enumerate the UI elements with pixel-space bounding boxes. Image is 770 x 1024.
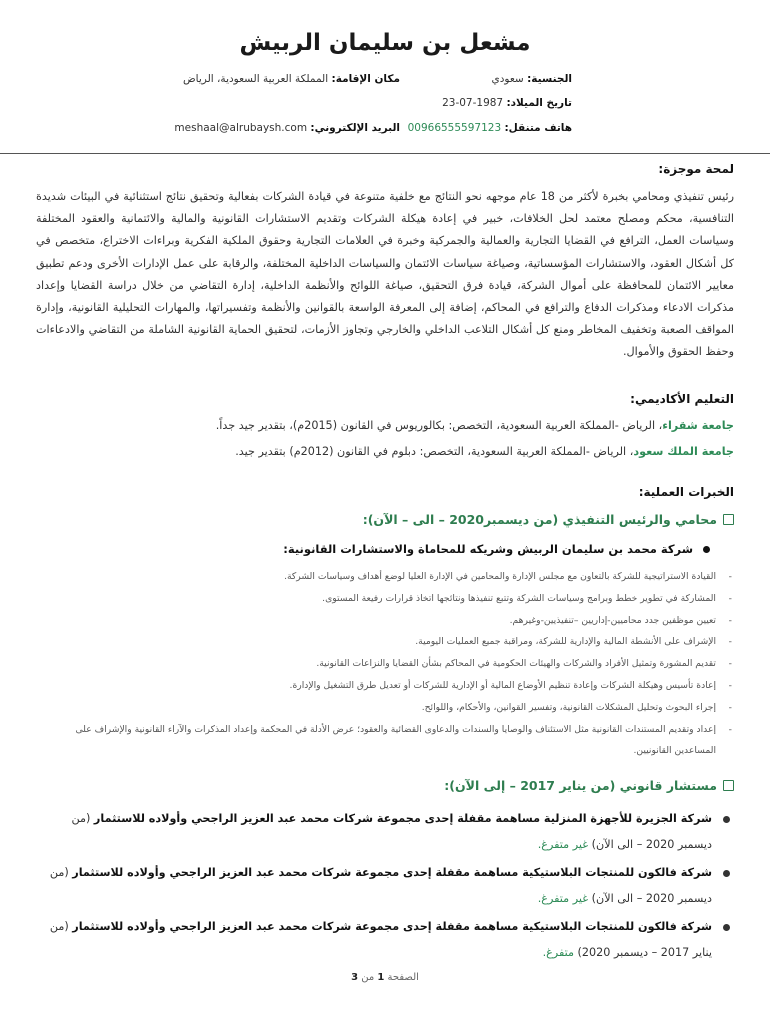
consulting-status: متفرغ. <box>542 946 574 959</box>
consulting-period: (من ديسمبر 2020 – الى الآن) <box>49 866 712 905</box>
consulting-company: شركة فالكون للمنتجات البلاستيكية مساهمة مقفلة إحدى مجموعة شركات محمد عبد العزيز الراجحي وأولاده للاستثمار <box>72 866 712 879</box>
consulting-period: (من ديسمبر 2020 – الى الآن) <box>71 812 712 851</box>
email-row <box>174 122 400 134</box>
education-institution: جامعة الملك سعود <box>633 445 734 458</box>
job-title-text: مستشار قانوني (من يناير 2017 – إلى الآن): <box>444 778 717 793</box>
task-item: - تقديم المشورة وتمثيل الأفراد والشركات والهيئات الحكومية في المحاكم بشأن القضايا والنزاعات القانونية. <box>32 653 732 675</box>
bullet-icon <box>723 870 730 877</box>
company-heading <box>283 542 710 556</box>
of-word: من <box>361 972 375 983</box>
consulting-company: شركة فالكون للمنتجات البلاستيكية مساهمة مقفلة إحدى مجموعة شركات محمد عبد العزيز الراجحي وأولاده للاستثمار <box>72 920 712 933</box>
header-divider <box>0 153 770 154</box>
residence-row <box>183 73 400 85</box>
checkbox-icon <box>723 514 734 525</box>
person-name: مشعل بن سليمان الربيش <box>239 30 531 56</box>
birth-label: تاريخ الميلاد: <box>506 97 572 109</box>
consulting-company: شركة الجزيرة للأجهزة المنزلية مساهمة مقفلة إحدى مجموعة شركات محمد عبد العزيز الراجحي وأولاده للاستثمار <box>93 812 712 825</box>
education-title: التعليم الأكاديمي: <box>630 392 734 406</box>
task-list <box>32 566 732 762</box>
task-item: - إجراء البحوث وتحليل المشكلات القانونية، وتفسير القوانين، والأحكام، واللوائح. <box>32 697 732 719</box>
page-current: 1 <box>377 972 385 983</box>
bullet-icon <box>723 816 730 823</box>
company-name: شركة محمد بن سليمان الربيش وشريكه للمحاماة والاستشارات القانونية: <box>283 542 693 556</box>
phone-value[interactable]: 00966555597123 <box>407 122 502 134</box>
consulting-status: غير متفرغ. <box>537 838 589 851</box>
residence-value: المملكة العربية السعودية، الرياض <box>182 73 329 85</box>
bullet-icon <box>703 546 710 553</box>
education-item <box>216 419 734 432</box>
nationality-value: سعودي <box>491 73 524 85</box>
task-item: - تعيين موظفين جدد محاميين-إداريين –تنفيذيين-وغيرهم. <box>32 610 732 632</box>
birth-value: 23-07-1987 <box>442 97 504 109</box>
checkbox-icon <box>723 780 734 791</box>
consulting-list <box>34 806 734 968</box>
education-item <box>235 445 734 458</box>
email-label: البريد الإلكتروني: <box>310 122 400 134</box>
job-title <box>363 512 734 527</box>
job-title <box>444 778 734 793</box>
task-item: - إعداد وتقديم المستندات القانونية مثل الاستئناف والوصايا والسندات والدعاوى القضائية والعقود؛ عرض الأدلة في المحكمة وإعداد المذكرات والآراء القانونية والإشراف على المساعدين القانونيين. <box>32 719 732 763</box>
consulting-status: غير متفرغ. <box>537 892 589 905</box>
nationality-label: الجنسية: <box>527 73 572 85</box>
birth-row <box>442 97 572 109</box>
phone-label: هاتف متنقل: <box>504 122 572 134</box>
task-item: - القيادة الاستراتيجية للشركة بالتعاون مع مجلس الإدارة والمحامين في الإدارة العليا لوضع أهداف وسياسات الشركة. <box>32 566 732 588</box>
email-value[interactable]: meshaal@alrubaysh.com <box>174 122 308 134</box>
job-title-text: محامي والرئيس التنفيذي (من ديسمبر2020 – الى – الآن): <box>362 512 717 527</box>
nationality-row <box>492 73 572 85</box>
education-details: ، الرياض -المملكة العربية السعودية، التخصص: بكالوريوس في القانون (2015م)، بتقدير جيد جداً. <box>215 419 663 432</box>
experience-title: الخبرات العملية: <box>638 485 734 499</box>
page-footer <box>0 972 770 983</box>
summary-title: لمحة موجزة: <box>658 162 734 176</box>
education-details: ، الرياض -المملكة العربية السعودية، التخصص: دبلوم في القانون (2012م) بتقدير جيد. <box>235 445 634 458</box>
task-item: - الإشراف على الأنشطة المالية والإدارية للشركة، ومراقبة جميع العمليات اليومية. <box>32 631 732 653</box>
task-item: - إعادة تأسيس وهيكلة الشركات وإعادة تنظيم الأوضاع المالية أو الإدارية للشركات أو تعديل طرق التشغيل والإدارة. <box>32 675 732 697</box>
residence-label: مكان الإقامة: <box>331 73 400 85</box>
education-institution: جامعة شقراء <box>662 419 734 432</box>
phone-row <box>408 122 572 134</box>
consulting-period: (من يناير 2017 – ديسمبر 2020) <box>49 920 712 959</box>
consulting-item <box>34 806 734 858</box>
page-word: الصفحة <box>387 972 419 983</box>
bullet-icon <box>723 924 730 931</box>
task-item: - المشاركة في تطوير خطط وبرامج وسياسات الشركة وتتبع تنفيذها ونتائجها اتخاذ قرارات رفيعة المستوى. <box>32 588 732 610</box>
summary-text: رئيس تنفيذي ومحامي بخبرة لأكثر من 18 عام موجهه نحو النتائج مع خلفية متنوعة في قيادة الشركات بفعالية وتحقيق نتائج استثنائية في البيئات شديدة التنافسية، محكم ومصلح معتمد لحل الخلافات، خبير في إعادة هيكلة الشركات وتقديم الاستشارات القانونية والمالية والائتمانية والعقود المختلفة وسياسات العمل، الترافع في القضايا التجارية والعمالية والجمركية وخبرة في العلامات التجارية وحقوق الملكية الفكرية وبراءات الاختراع، متخصص في كل أشكال العقود، والاستشارات المؤسساتية، وصياغة سياسات الائتمان والسياسات الداخلية المختلفة، والرقابة على عمل الإدارات الأخرى ودعم تطبيق معايير الائتمان للمحافظة على أموال الشركة، قيادة فرق التحقيق، صياغة اللوائح والأنظمة الداخلية، إدارة التقاضي من خلال دراسة القضايا وإعداد مذكرات الادعاء ومذكرات الدفاع والترافع في المحاكم، إضافة إلى المعرفة الواسعة بالقوانين والأنظمة وتفسيراتها، والمهارات التحليلية القانونية، وإدارة المواقف الصعبة وتخفيف المخاطر ومنع كل أشكال التلاعب الداخلي والخارجي وتجاوز الأزمات، لتحقيق الحماية القانونية الشاملة من التقاضي والادعاءات وحفظ الحقوق والأموال. <box>36 190 735 359</box>
consulting-item <box>34 914 734 966</box>
page-total: 3 <box>351 972 359 983</box>
consulting-item <box>34 860 734 912</box>
